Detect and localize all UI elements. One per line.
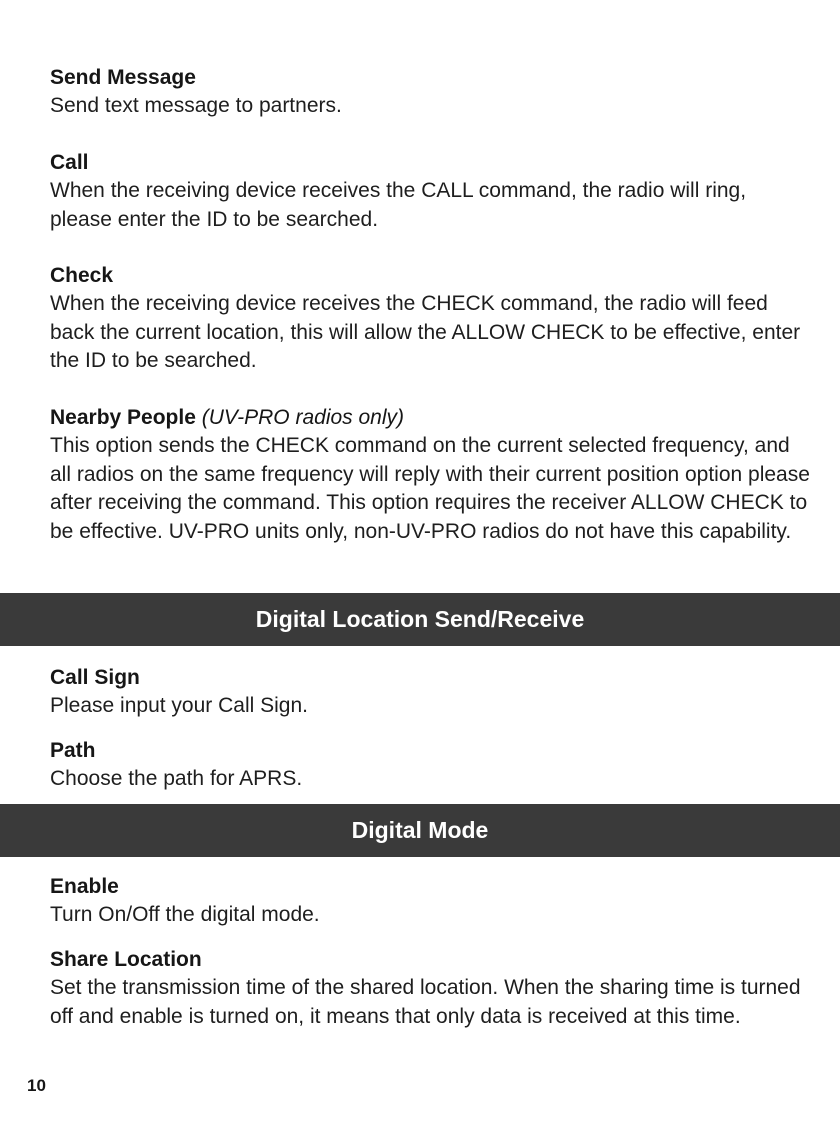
check-title: Check — [50, 264, 114, 287]
share-location-title: Share Location — [50, 948, 202, 971]
nearby-people-description: This option sends the CHECK command on the current selected frequency, and all radios on the same frequency will reply with their current position option please after receiving the command. This option requires the receiver ALLOW CHECK to be effective. UV-PRO units only, non-UV-PRO radios do not have this capability. — [50, 434, 810, 543]
call-section — [50, 149, 810, 234]
page-number: 10 — [27, 1076, 46, 1095]
nearby-people-heading — [50, 404, 810, 432]
share-location-section — [50, 946, 810, 1031]
enable-section — [50, 873, 810, 930]
digital-mode-header: Digital Mode — [0, 804, 840, 857]
check-section — [50, 262, 810, 376]
nearby-people-note: (UV-PRO radios only) — [201, 406, 405, 429]
path-description: Choose the path for APRS. — [50, 767, 303, 790]
nearby-people-title: Nearby People — [50, 406, 196, 429]
call-title: Call — [50, 151, 89, 174]
nearby-people-section — [50, 404, 810, 546]
share-location-description: Set the transmission time of the shared location. When the sharing time is turned off and enable is turned on, it means that only data is received at this time. — [50, 976, 801, 1028]
check-description: When the receiving device receives the CHECK command, the radio will feed back the current location, this will allow the ALLOW CHECK to be effective, enter the ID to be searched. — [50, 292, 801, 372]
call-sign-section — [50, 664, 810, 721]
enable-description: Turn On/Off the digital mode. — [50, 903, 320, 926]
call-sign-description: Please input your Call Sign. — [50, 694, 308, 717]
call-description: When the receiving device receives the CALL command, the radio will ring, please enter the ID to be searched. — [50, 179, 747, 231]
path-title: Path — [50, 739, 96, 762]
call-sign-title: Call Sign — [50, 666, 140, 689]
enable-title: Enable — [50, 875, 119, 898]
send-message-description: Send text message to partners. — [50, 94, 342, 117]
send-message-section — [50, 64, 810, 121]
send-message-title: Send Message — [50, 66, 196, 89]
digital-location-header: Digital Location Send/Receive — [0, 593, 840, 646]
path-section — [50, 737, 810, 794]
